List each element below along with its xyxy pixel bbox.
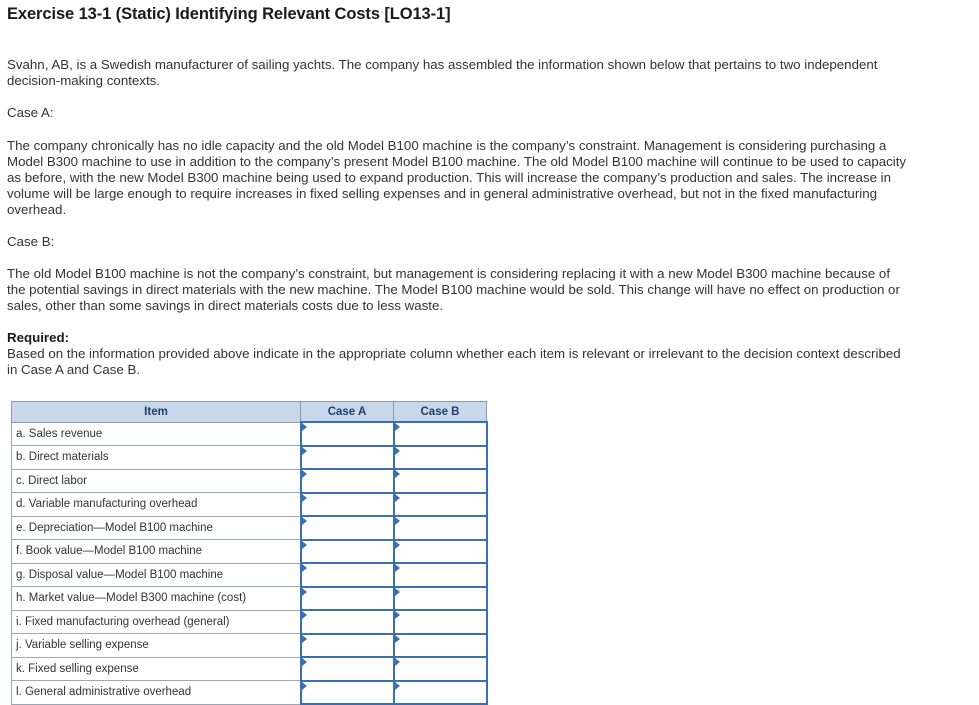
case-a-answer-cell[interactable] [301, 587, 394, 611]
case-b-answer-input[interactable] [395, 658, 486, 680]
table-row [12, 610, 487, 634]
case-a-answer-cell[interactable] [301, 610, 394, 634]
case-b-description: The old Model B100 machine is not the company’s constraint, but management is considering replacing it with a new Model B300 machine because of the potential savings in direct materials with the new machine. The Model B100 machine would be sold. This change will have no effect on production or sales, other than some savings in direct materials costs due to less waste. [7, 266, 900, 313]
item-label: j. Variable selling expense [12, 634, 301, 658]
case-a-answer-cell[interactable] [301, 657, 394, 681]
case-a-label: Case A: [7, 105, 54, 120]
table-row [12, 469, 487, 493]
case-b-answer-input[interactable] [395, 541, 486, 563]
case-a-answer-cell[interactable] [301, 563, 394, 587]
item-label: f. Book value—Model B100 machine [12, 540, 301, 564]
case-b-answer-cell[interactable] [394, 681, 487, 705]
case-b-answer-input[interactable] [395, 635, 486, 657]
relevance-table [11, 401, 488, 705]
table-row [12, 657, 487, 681]
case-a-answer-cell[interactable] [301, 469, 394, 493]
case-b-answer-input[interactable] [395, 588, 486, 610]
case-b-answer-cell[interactable] [394, 610, 487, 634]
case-a-answer-input[interactable] [302, 470, 393, 492]
case-b-answer-cell[interactable] [394, 563, 487, 587]
item-label: d. Variable manufacturing overhead [12, 493, 301, 517]
case-a-answer-input[interactable] [302, 541, 393, 563]
table-row [12, 422, 487, 446]
item-label: b. Direct materials [12, 446, 301, 470]
case-b-answer-cell[interactable] [394, 446, 487, 470]
case-a-answer-cell[interactable] [301, 493, 394, 517]
required-instructions: Based on the information provided above indicate in the appropriate column whether each item is relevant or irrelevant to the decision context described in Case A and Case B. [7, 346, 901, 377]
item-label: g. Disposal value—Model B100 machine [12, 563, 301, 587]
item-label: c. Direct labor [12, 469, 301, 493]
case-a-answer-cell[interactable] [301, 446, 394, 470]
item-label: a. Sales revenue [12, 422, 301, 446]
case-a-answer-cell[interactable] [301, 422, 394, 446]
case-b-answer-input[interactable] [395, 682, 486, 704]
case-b-answer-cell[interactable] [394, 516, 487, 540]
case-a-answer-input[interactable] [302, 447, 393, 469]
intro-paragraph: Svahn, AB, is a Swedish manufacturer of sailing yachts. The company has assembled the information shown below that pertains to two independent decision-making contexts. [7, 57, 878, 88]
item-label: h. Market value—Model B300 machine (cost) [12, 587, 301, 611]
case-b-answer-input[interactable] [395, 470, 486, 492]
case-b-answer-input[interactable] [395, 517, 486, 539]
exercise-title: Exercise 13-1 (Static) Identifying Relevant Costs [LO13-1] [7, 5, 451, 23]
case-a-answer-cell[interactable] [301, 516, 394, 540]
table-row [12, 587, 487, 611]
case-a-answer-cell[interactable] [301, 540, 394, 564]
case-b-answer-input[interactable] [395, 611, 486, 633]
case-a-answer-input[interactable] [302, 588, 393, 610]
column-header-case-a: Case A [301, 402, 394, 423]
case-b-answer-input[interactable] [395, 564, 486, 586]
table-row [12, 540, 487, 564]
case-a-answer-input[interactable] [302, 635, 393, 657]
case-b-answer-cell[interactable] [394, 587, 487, 611]
case-b-answer-cell[interactable] [394, 540, 487, 564]
case-b-answer-input[interactable] [395, 447, 486, 469]
case-b-answer-cell[interactable] [394, 422, 487, 446]
item-label: l. General administrative overhead [12, 681, 301, 705]
required-label: Required: [7, 330, 70, 345]
case-a-answer-input[interactable] [302, 682, 393, 704]
item-label: e. Depreciation—Model B100 machine [12, 516, 301, 540]
case-a-answer-input[interactable] [302, 494, 393, 516]
table-row [12, 446, 487, 470]
item-label: k. Fixed selling expense [12, 657, 301, 681]
table-row [12, 516, 487, 540]
case-b-answer-cell[interactable] [394, 493, 487, 517]
case-a-answer-input[interactable] [302, 517, 393, 539]
column-header-item: Item [12, 402, 301, 423]
case-b-label: Case B: [7, 234, 55, 249]
table-header-row [12, 402, 487, 423]
case-a-answer-input[interactable] [302, 611, 393, 633]
table-row [12, 634, 487, 658]
case-b-answer-cell[interactable] [394, 657, 487, 681]
case-a-answer-input[interactable] [302, 658, 393, 680]
case-a-answer-cell[interactable] [301, 634, 394, 658]
table-row [12, 493, 487, 517]
item-label: i. Fixed manufacturing overhead (general) [12, 610, 301, 634]
table-row [12, 681, 487, 705]
case-a-answer-input[interactable] [302, 564, 393, 586]
case-b-answer-input[interactable] [395, 423, 486, 445]
case-b-answer-input[interactable] [395, 494, 486, 516]
column-header-case-b: Case B [394, 402, 487, 423]
case-a-answer-cell[interactable] [301, 681, 394, 705]
table-row [12, 563, 487, 587]
case-a-answer-input[interactable] [302, 423, 393, 445]
case-b-answer-cell[interactable] [394, 469, 487, 493]
case-a-description: The company chronically has no idle capacity and the old Model B100 machine is the company’s constraint. Management is considering purchasing a Model B300 machine to use in addition to the company’s present Model B100 machine. The old Model B100 machine will continue to be used to capacity as before, with the new Model B300 machine being used to expand production. This will increase the company’s production and sales. The increase in volume will be large enough to require increases in fixed selling expenses and in general administrative overhead, but not in the fixed manufacturing overhead. [7, 138, 907, 217]
case-b-answer-cell[interactable] [394, 634, 487, 658]
